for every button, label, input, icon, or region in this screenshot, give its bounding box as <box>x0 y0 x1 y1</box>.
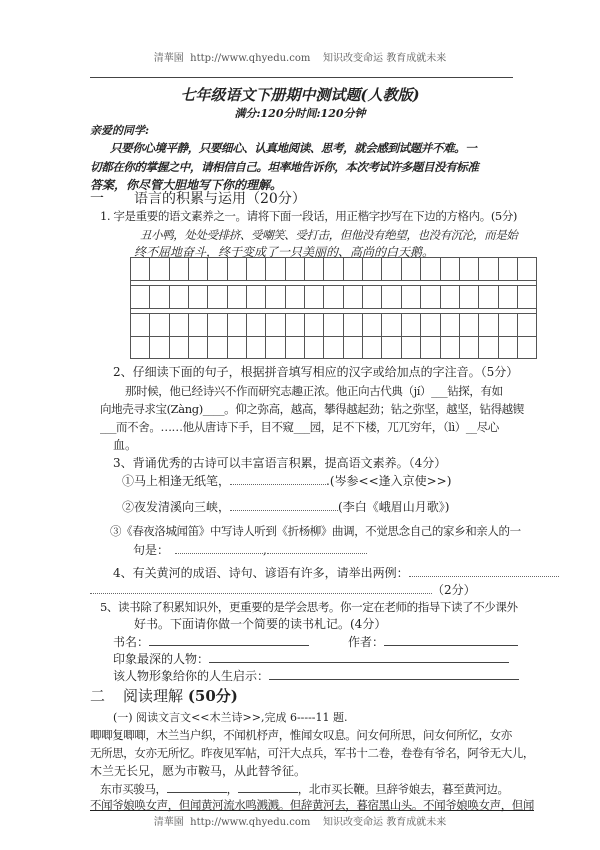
grid-cell[interactable] <box>324 336 343 359</box>
intro-line: 只要你心境平静，只要细心、认真地阅读、思考，就会感到试题并不难。一 <box>110 141 477 155</box>
grid-cell[interactable] <box>305 313 324 336</box>
reading-1-line: 不闻爷娘唤女声，但闻黄河流水鸣溅溅。但辞黄河去，暮宿黑山头。不闻爷娘唤女声，但闻 <box>90 798 534 812</box>
grid-cell[interactable] <box>499 313 518 336</box>
grid-cell[interactable] <box>441 285 460 308</box>
grid-cell[interactable] <box>286 257 305 280</box>
grid-cell[interactable] <box>363 336 382 359</box>
grid-cell[interactable] <box>460 336 479 359</box>
grid-cell[interactable] <box>131 336 150 359</box>
answer-blank[interactable] <box>267 542 367 554</box>
question-4: 4、有关黄河的成语、诗句、谚语有许多，请举出两例： <box>113 565 559 581</box>
grid-cell[interactable] <box>324 313 343 336</box>
grid-cell[interactable] <box>286 313 305 336</box>
question-1: 1. 字是重要的语文素养之一。请将下面一段话，用正楷字抄写在下边的方格内。(5分) <box>100 209 518 223</box>
q5-author: 作者： <box>348 633 518 650</box>
q5-character: 印象最深的人物： <box>113 650 509 667</box>
grid-cell[interactable] <box>344 285 363 308</box>
q2-line: 血。 <box>113 438 138 452</box>
intro-line: 答案，你尽管大胆地写下你的理解。 <box>90 178 283 192</box>
question-5: 5、读书除了积累知识外，更重要的是学会思考。你一定在老师的指导下读了不少课外 <box>100 600 518 614</box>
lesson-field[interactable] <box>269 667 519 680</box>
grid-cell[interactable] <box>208 285 227 308</box>
header-url: http://www.qhyedu.com <box>190 53 311 64</box>
grid-cell[interactable] <box>344 336 363 359</box>
grid-cell[interactable] <box>382 285 401 308</box>
grid-cell[interactable] <box>150 285 169 308</box>
grid-cell[interactable] <box>228 285 247 308</box>
footer-site: 清華園 <box>153 817 184 828</box>
reading-1-line: 东市买骏马， ， ，北市买长鞭。旦辞爷娘去，暮至黄河边。 <box>100 782 509 796</box>
grid-cell[interactable] <box>499 336 518 359</box>
grid-cell[interactable] <box>499 257 518 280</box>
grid-cell[interactable] <box>479 285 498 308</box>
grid-cell[interactable] <box>421 285 440 308</box>
q5-line-2: 好书。下面请你做一个简要的读书札记。(4分） <box>134 617 387 631</box>
grid-cell[interactable] <box>247 313 266 336</box>
header-rule <box>90 77 513 78</box>
grid-cell[interactable] <box>189 313 208 336</box>
grid-cell[interactable] <box>441 313 460 336</box>
grid-cell[interactable] <box>382 257 401 280</box>
grid-cell[interactable] <box>344 313 363 336</box>
page-subtitle: 满分:120分时间:120分钟 <box>234 107 366 120</box>
grid-cell[interactable] <box>421 257 440 280</box>
grid-cell[interactable] <box>286 336 305 359</box>
grid-cell[interactable] <box>266 257 285 280</box>
grid-cell[interactable] <box>460 313 479 336</box>
grid-cell[interactable] <box>266 313 285 336</box>
reading-1-line: 木兰无长兄，愿为市鞍马，从此替爷征。 <box>90 764 307 778</box>
answer-blank[interactable] <box>238 780 298 793</box>
q5-lesson: 该人物形象给你的人生启示： <box>113 667 519 684</box>
grid-cell[interactable] <box>150 313 169 336</box>
footer-url: http://www.qhyedu.com <box>190 817 311 828</box>
grid-cell[interactable] <box>305 257 324 280</box>
reading-1-line: 唧唧复唧唧，木兰当户织，不闻机杼声，惟闻女叹息。问女何所思，问女何所忆，女亦 <box>90 728 512 742</box>
grid-cell[interactable] <box>131 285 150 308</box>
grid-cell[interactable] <box>402 285 421 308</box>
footer-slogan: 知识改变命运 教育成就未来 <box>323 817 447 828</box>
grid-cell[interactable] <box>402 257 421 280</box>
answer-blank[interactable] <box>409 565 559 577</box>
grid-cell[interactable] <box>170 336 189 359</box>
grid-cell[interactable] <box>208 336 227 359</box>
grid-cell[interactable] <box>479 313 498 336</box>
grid-cell[interactable] <box>228 313 247 336</box>
answer-blank[interactable] <box>175 542 263 554</box>
grid-cell[interactable] <box>460 257 479 280</box>
header-slogan: 知识改变命运 教育成就未来 <box>323 53 447 64</box>
grid-cell[interactable] <box>208 257 227 280</box>
q2-line: 向地壳寻求宝(Zàng)____。仰之弥高，越高，攀得越起劲；钻之弥坚，越坚，钻得越锲 <box>100 402 524 416</box>
grid-cell[interactable] <box>266 336 285 359</box>
grid-cell[interactable] <box>402 313 421 336</box>
reading-1-line: 无所思，女亦无所忆。昨夜见军帖，可汗大点兵，军书十二卷，卷卷有爷名，阿爷无大儿， <box>90 746 534 760</box>
answer-blank[interactable] <box>90 582 432 594</box>
grid-cell[interactable] <box>460 285 479 308</box>
grid-row <box>130 257 537 280</box>
answer-blank[interactable] <box>230 499 338 511</box>
grid-cell[interactable] <box>131 313 150 336</box>
grid-cell[interactable] <box>228 336 247 359</box>
grid-cell[interactable] <box>479 257 498 280</box>
grid-cell[interactable] <box>247 336 266 359</box>
grid-cell[interactable] <box>324 257 343 280</box>
q4-line-2: （2分） <box>90 582 476 598</box>
book-name-field[interactable] <box>149 633 309 646</box>
header-site: 清華園 <box>153 53 184 64</box>
section-2-heading: 二 阅读理解 (50分) <box>90 687 238 705</box>
author-field[interactable] <box>384 633 518 646</box>
grid-cell[interactable] <box>247 285 266 308</box>
reading-1-intro: (一) 阅读文言文<<木兰诗>>,完成 6-----11 题. <box>113 711 348 724</box>
grid-cell[interactable] <box>518 336 537 359</box>
grid-cell[interactable] <box>189 285 208 308</box>
grid-row <box>130 313 537 336</box>
grid-cell[interactable] <box>402 336 421 359</box>
answer-blank[interactable] <box>230 473 326 485</box>
grid-cell[interactable] <box>382 313 401 336</box>
q3-item-1: ①马上相逢无纸笔， .(岑参<<逢入京使>>) <box>122 474 452 488</box>
grid-cell[interactable] <box>479 336 498 359</box>
grid-cell[interactable] <box>208 313 227 336</box>
page-title: 七年级语文下册期中测试题(人教版) <box>180 86 420 104</box>
page-header <box>0 51 600 67</box>
grid-cell[interactable] <box>363 257 382 280</box>
character-field[interactable] <box>209 650 509 663</box>
grid-cell[interactable] <box>518 313 537 336</box>
q2-line: ___而不舍。……他从唐诗下手，目不窥___园，足不下楼，兀兀穷年，（lì）__尽心 <box>100 420 499 434</box>
q1-passage: 丑小鸭，处处受排挤、受嘲笑、受打击，但他没有绝望，也没有沉沦，而是始 <box>140 228 518 242</box>
intro-line: 切都在你的掌握之中，请相信自己。坦率地告诉你，本次考试许多题目没有标准 <box>90 160 479 174</box>
q3-item-3: ③《春夜洛城闻笛》中写诗人听到《折杨柳》曲调，不觉思念自己的家乡和亲人的一 <box>110 524 521 538</box>
grid-cell[interactable] <box>170 257 189 280</box>
grid-cell[interactable] <box>170 313 189 336</box>
grid-cell[interactable] <box>441 336 460 359</box>
grid-cell[interactable] <box>305 336 324 359</box>
grid-cell[interactable] <box>441 257 460 280</box>
grid-cell[interactable] <box>150 257 169 280</box>
page-footer <box>0 815 600 831</box>
grid-cell[interactable] <box>189 257 208 280</box>
grid-cell[interactable] <box>363 313 382 336</box>
grid-cell[interactable] <box>305 285 324 308</box>
grid-cell[interactable] <box>131 257 150 280</box>
question-2: 2、仔细读下面的句子，根据拼音填写相应的汉字或给加点的字注音。（5分） <box>113 365 519 379</box>
grid-cell[interactable] <box>363 285 382 308</box>
grid-cell[interactable] <box>228 257 247 280</box>
grid-cell[interactable] <box>189 336 208 359</box>
section-1-heading: 一 语言的积累与运用（20分） <box>90 191 306 207</box>
grid-cell[interactable] <box>247 257 266 280</box>
question-3: 3、背诵优秀的古诗可以丰富语言积累，提高语文素养。（4分） <box>113 456 447 470</box>
grid-cell[interactable] <box>286 285 305 308</box>
writing-grid[interactable] <box>130 257 537 359</box>
grid-cell[interactable] <box>344 257 363 280</box>
grid-cell[interactable] <box>382 336 401 359</box>
grid-row <box>130 336 537 359</box>
q2-line: 那时候，他已经诗兴不作而研究志趣正浓。他正向古代典（jí）___钻探，有如 <box>125 384 503 398</box>
grid-cell[interactable] <box>324 285 343 308</box>
grid-row <box>130 285 537 308</box>
grid-cell[interactable] <box>518 285 537 308</box>
grid-cell[interactable] <box>150 336 169 359</box>
grid-cell[interactable] <box>266 285 285 308</box>
greeting: 亲爱的同学: <box>90 124 150 137</box>
q3-item-3b: 句是： , <box>133 542 367 558</box>
grid-cell[interactable] <box>518 257 537 280</box>
q3-item-2: ②夜发清溪向三峡， (李白《峨眉山月歌》) <box>122 500 450 514</box>
grid-cell[interactable] <box>421 313 440 336</box>
answer-blank[interactable] <box>167 780 227 793</box>
grid-cell[interactable] <box>499 285 518 308</box>
grid-cell[interactable] <box>170 285 189 308</box>
q5-book: 书名： <box>113 633 309 650</box>
grid-cell[interactable] <box>421 336 440 359</box>
q1-passage: 终不屈地奋斗，终于变成了一只美丽的、高尚的白天鹅。 <box>134 245 435 259</box>
